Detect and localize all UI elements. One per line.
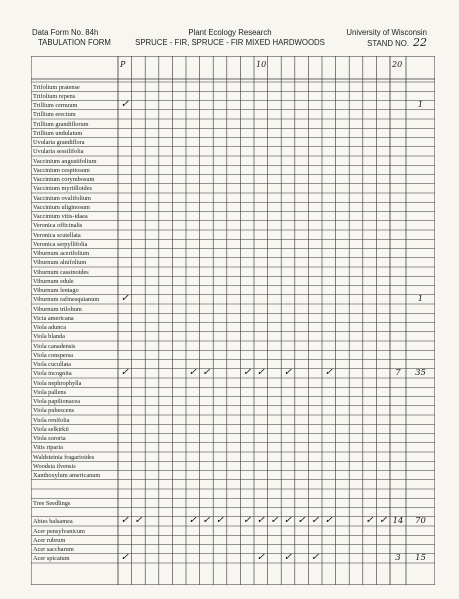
presence-check-mark: ✓ xyxy=(324,514,333,526)
presence-check-mark: ✓ xyxy=(310,514,320,526)
forest-type: SPRUCE - FIR, SPRUCE - FIR MIXED HARDWOODS xyxy=(135,38,325,47)
species-name: Viola incognita xyxy=(33,370,72,378)
header-left xyxy=(32,28,111,48)
presence-check-mark: ✓ xyxy=(297,514,306,526)
grid-lines xyxy=(31,56,435,585)
presence-check-mark: ✓ xyxy=(120,551,129,563)
species-name: Viburnum acerifolium xyxy=(33,250,90,257)
species-name: Xanthoxylum americanum xyxy=(33,472,101,479)
species-name: Viola pubescens xyxy=(33,407,75,415)
species-name: Viola cucullata xyxy=(33,361,71,368)
organization: Plant Ecology Research xyxy=(188,28,272,37)
total-value: 1 xyxy=(417,293,424,304)
total-value: 15 xyxy=(415,552,426,563)
presence-check-mark: ✓ xyxy=(270,514,279,526)
stand-line xyxy=(346,38,427,49)
species-name: Viola selkirkii xyxy=(33,425,69,433)
species-name: Trillium erectum xyxy=(33,111,76,119)
species-name: Viburnum rafinesquianum xyxy=(33,296,100,304)
presence-check-mark: ✓ xyxy=(256,551,265,563)
frequency-value: 7 xyxy=(395,367,401,378)
species-name: Acer saccharum xyxy=(33,546,74,553)
species-name: Trifolium repens xyxy=(33,92,76,100)
frequency-value: 14 xyxy=(392,515,404,526)
species-name: Vicia americana xyxy=(33,314,74,322)
species-name: Vaccinium uliginosum xyxy=(33,203,90,211)
species-name: Viola papilionacea xyxy=(33,398,81,405)
stand-label: STAND NO. xyxy=(367,39,409,48)
species-name: Tree Seedlings xyxy=(33,499,71,507)
species-name: Viola adunca xyxy=(33,324,67,331)
column-header-mark: 20 xyxy=(392,60,403,69)
species-name: Viola pallens xyxy=(33,388,67,396)
presence-check-mark: ✓ xyxy=(310,551,320,563)
presence-check-mark: ✓ xyxy=(324,366,333,378)
presence-check-mark: ✓ xyxy=(365,514,374,526)
species-name: Waldsteinia fragarioides xyxy=(33,453,95,461)
presence-check-mark: ✓ xyxy=(283,551,293,563)
species-name: Trillium grandiflorum xyxy=(33,120,89,128)
presence-check-mark: ✓ xyxy=(202,514,211,526)
species-name: Vaccinium vitis-idaea xyxy=(33,213,88,220)
presence-check-mark: ✓ xyxy=(134,514,143,526)
species-name: Viola sororia xyxy=(33,435,66,442)
species-name: Viburnum trilobum xyxy=(33,305,82,313)
species-name: Vaccinium corymbosum xyxy=(33,176,95,183)
species-name: Viola nephrophylla xyxy=(33,379,82,387)
frequency-value: 3 xyxy=(395,552,401,563)
presence-check-mark: ✓ xyxy=(188,514,197,526)
presence-check-mark: ✓ xyxy=(283,366,293,378)
species-name: Viola blanda xyxy=(33,333,65,341)
presence-check-mark: ✓ xyxy=(202,366,211,378)
species-name: Acer rubrum xyxy=(33,536,66,544)
presence-check-mark: ✓ xyxy=(242,514,252,526)
species-name: Viola canadensis xyxy=(33,342,76,350)
species-name: Trifolium pratense xyxy=(33,83,80,91)
species-name: Viburnum alnifolium xyxy=(33,259,87,267)
header-center xyxy=(120,28,340,48)
species-name: Veronica serpyllifolia xyxy=(33,240,88,248)
species-name: Vaccinium ovalifolium xyxy=(33,194,91,202)
species-name: Viburnum cassinoides xyxy=(33,268,89,276)
presence-check-mark: ✓ xyxy=(215,514,225,526)
species-name: Viburnum edule xyxy=(33,277,74,285)
column-header-mark: P xyxy=(120,60,126,69)
tabulation-grid xyxy=(31,56,435,585)
presence-check-mark: ✓ xyxy=(120,292,129,304)
presence-check-mark: ✓ xyxy=(242,366,252,378)
species-name: Vaccinium myrtilloides xyxy=(33,185,92,193)
presence-check-mark: ✓ xyxy=(256,366,265,378)
presence-check-mark: ✓ xyxy=(283,514,293,526)
total-value: 35 xyxy=(415,367,426,378)
species-name: Viburnum lentago xyxy=(33,287,79,294)
species-name: Uvularia grandiflora xyxy=(33,139,85,146)
species-name: Abies balsamea xyxy=(33,518,73,526)
species-name: Acer pensylvanicum xyxy=(33,527,85,535)
species-name: Woodsia ilvensis xyxy=(33,462,76,470)
presence-check-mark: ✓ xyxy=(120,514,129,526)
presence-check-mark: ✓ xyxy=(120,98,129,110)
university: University of Wisconsin xyxy=(346,28,427,37)
presence-check-mark: ✓ xyxy=(188,366,197,378)
species-name: Trillium undulatum xyxy=(33,129,83,137)
total-value: 70 xyxy=(415,515,426,526)
column-header-mark: 10 xyxy=(256,60,267,69)
stand-number: 22 xyxy=(413,36,427,49)
species-name: Trillium cernuum xyxy=(33,102,78,109)
presence-check-mark: ✓ xyxy=(120,366,129,378)
form-type: TABULATION FORM xyxy=(38,38,111,47)
species-name: Veronica scutellata xyxy=(33,231,81,239)
species-name: Vaccinium cespitosum xyxy=(33,166,90,174)
presence-check-mark: ✓ xyxy=(256,514,265,526)
species-name: Viola conspersa xyxy=(33,351,74,359)
species-name: Viola renifolia xyxy=(33,416,70,424)
header-right xyxy=(346,28,427,49)
species-name: Uvularia sessilifolia xyxy=(33,148,84,156)
species-name: Veronica officinalis xyxy=(33,222,83,230)
species-name: Acer spicatum xyxy=(33,555,70,563)
presence-check-mark: ✓ xyxy=(378,514,388,526)
form-number: Data Form No. 84h xyxy=(32,28,99,37)
total-value: 1 xyxy=(417,99,424,110)
species-name: Vaccinium angustifolium xyxy=(33,157,97,165)
species-name: Vitis riparia xyxy=(33,444,63,452)
